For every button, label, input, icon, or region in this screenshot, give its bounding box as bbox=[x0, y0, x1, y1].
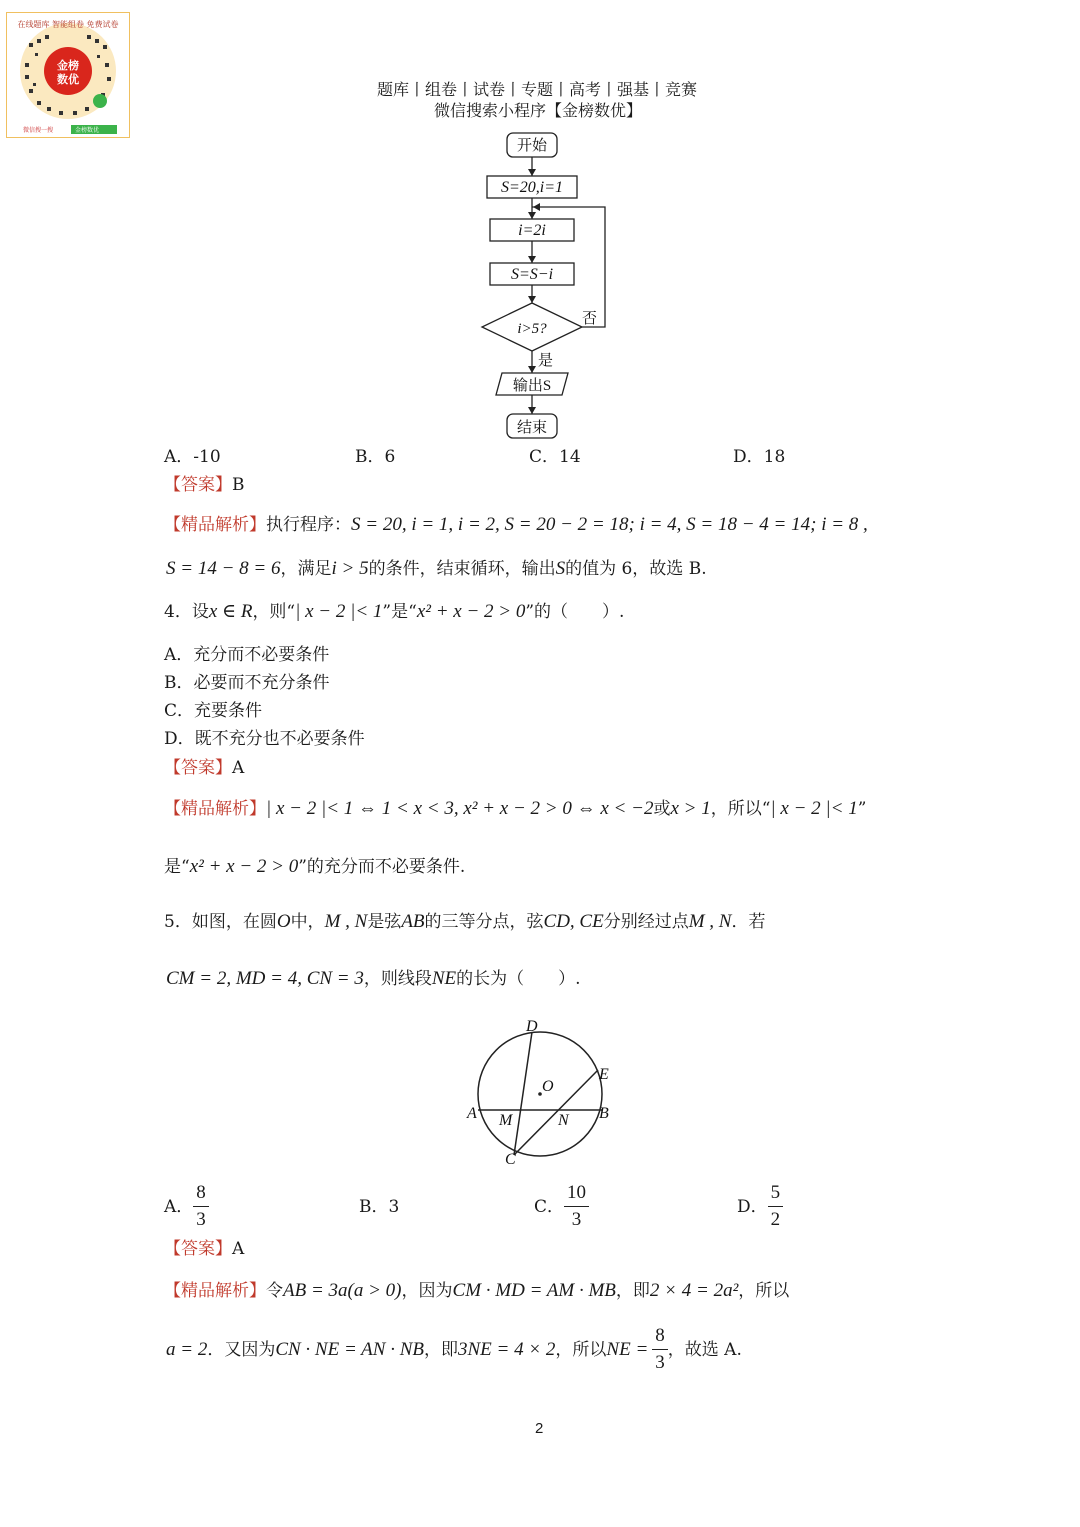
fraction bbox=[564, 1180, 589, 1233]
analysis-math: | x − 2 |< 1 ⇔ 1 < x < 3, x² + x − 2 > 0 ⇔ x < −2 bbox=[266, 798, 654, 819]
q3-option-a[interactable]: A．-10 bbox=[164, 447, 221, 467]
logo-bottom-right: 金榜数优 bbox=[75, 127, 100, 134]
answer-value: A bbox=[232, 758, 245, 778]
fraction-numerator: 8 bbox=[652, 1323, 668, 1350]
q4-option-b[interactable]: B．必要而不充分条件 bbox=[164, 673, 330, 693]
option-label: C． bbox=[534, 1196, 565, 1217]
stem-text: ，则线段 bbox=[363, 969, 432, 989]
analysis-math: x² + x − 2 > 0 bbox=[189, 856, 299, 877]
flow-step1: i=2i bbox=[518, 222, 546, 239]
q5-option-b[interactable]: B．3 bbox=[359, 1197, 400, 1217]
q4-option-c[interactable]: C．充要条件 bbox=[164, 701, 263, 721]
analysis-math: a = 2 bbox=[166, 1338, 208, 1360]
fraction-numerator: 10 bbox=[564, 1180, 589, 1207]
qr-logo bbox=[6, 12, 130, 138]
analysis-text: ”的充分而不必要条件. bbox=[298, 857, 466, 877]
q4-answer bbox=[164, 757, 244, 779]
analysis-text: 的条件，结束循环，输出 bbox=[368, 559, 556, 579]
analysis-text: ，故选 A. bbox=[667, 1339, 742, 1360]
label-d: D bbox=[526, 1018, 538, 1035]
stem-math: O bbox=[276, 911, 291, 932]
logo-bottom-left: 微信搜一搜 bbox=[23, 127, 54, 134]
fraction-numerator: 8 bbox=[193, 1180, 209, 1207]
q5-stem-line2 bbox=[166, 968, 581, 990]
label-a: A bbox=[467, 1105, 477, 1122]
label-n: N bbox=[558, 1112, 569, 1129]
analysis-math: x > 1 bbox=[670, 798, 711, 819]
answer-label: 【答案】 bbox=[164, 758, 232, 778]
page-number: 2 bbox=[535, 1420, 544, 1437]
analysis-text: ，所以 bbox=[555, 1339, 607, 1360]
flow-yes: 是 bbox=[538, 353, 554, 369]
fraction bbox=[652, 1323, 668, 1376]
answer-label: 【答案】 bbox=[164, 475, 232, 495]
q5-answer bbox=[164, 1238, 244, 1260]
fraction-denominator: 3 bbox=[571, 1209, 582, 1230]
analysis-math: 3NE = 4 × 2 bbox=[458, 1338, 556, 1360]
q3-analysis-line1 bbox=[164, 514, 868, 536]
logo-center-text-2: 数优 bbox=[57, 73, 79, 86]
analysis-math: S = 14 − 8 = 6 bbox=[166, 558, 281, 579]
label-e: E bbox=[599, 1066, 609, 1083]
fraction-numerator: 5 bbox=[768, 1180, 784, 1207]
label-c: C bbox=[505, 1151, 516, 1168]
q3-answer bbox=[164, 474, 245, 496]
stem-math: x² + x − 2 > 0 bbox=[416, 601, 526, 622]
analysis-math: NE = bbox=[606, 1338, 649, 1360]
circle-figure bbox=[460, 1012, 630, 1172]
logo-center-text-1: 金榜 bbox=[57, 59, 79, 72]
flowchart bbox=[470, 125, 620, 445]
analysis-math: 2 × 4 = 2a² bbox=[649, 1280, 739, 1301]
stem-text: 中， bbox=[290, 912, 325, 932]
stem-text: 5．如图，在圆 bbox=[164, 912, 277, 932]
analysis-text: 的值为 6，故选 B. bbox=[565, 559, 707, 579]
analysis-math: CM · MD = AM · MB bbox=[452, 1280, 616, 1301]
analysis-text: ，所以 bbox=[738, 1281, 790, 1301]
analysis-text: ．又因为 bbox=[207, 1339, 276, 1360]
stem-text: ．若 bbox=[731, 912, 766, 932]
flow-start: 开始 bbox=[516, 138, 548, 154]
analysis-text: ，所以“ bbox=[710, 799, 771, 819]
flow-output: 输出S bbox=[512, 378, 552, 394]
stem-math: M , N bbox=[688, 911, 732, 932]
analysis-text: 执行程序： bbox=[266, 515, 351, 535]
analysis-math: S bbox=[555, 558, 566, 579]
q5-option-d[interactable] bbox=[737, 1180, 783, 1233]
stem-text: 的长为（ ）. bbox=[456, 969, 581, 989]
stem-math: M , N bbox=[324, 911, 368, 932]
analysis-label: 【精品解析】 bbox=[164, 515, 266, 535]
analysis-math: i > 5 bbox=[331, 558, 369, 579]
stem-math: CD, CE bbox=[543, 911, 604, 932]
flow-step2: S=S−i bbox=[510, 266, 554, 283]
answer-value: B bbox=[232, 475, 245, 495]
answer-value: A bbox=[232, 1239, 245, 1259]
analysis-text: ，即 bbox=[615, 1281, 650, 1301]
q3-option-b[interactable]: B．6 bbox=[355, 447, 396, 467]
flow-cond: i>5? bbox=[517, 321, 547, 337]
analysis-text: 或 bbox=[653, 799, 671, 819]
qr-code-icon bbox=[7, 13, 129, 137]
stem-text: 分别经过点 bbox=[603, 912, 689, 932]
label-o: O bbox=[542, 1078, 554, 1095]
stem-text: 是弦 bbox=[367, 912, 402, 932]
stem-text: ”是“ bbox=[382, 602, 417, 622]
analysis-math: | x − 2 |< 1 bbox=[770, 798, 858, 819]
stem-math: x ∈ R bbox=[208, 601, 253, 622]
q4-analysis-line2 bbox=[164, 856, 465, 878]
q4-option-d[interactable]: D．既不充分也不必要条件 bbox=[164, 729, 365, 749]
option-label: D． bbox=[737, 1196, 768, 1217]
analysis-text: ” bbox=[857, 799, 867, 819]
flow-no: 否 bbox=[582, 311, 598, 327]
answer-label: 【答案】 bbox=[164, 1239, 232, 1259]
analysis-text: 令 bbox=[266, 1281, 283, 1301]
analysis-text: ，满足 bbox=[280, 559, 332, 579]
q4-analysis-line1 bbox=[164, 798, 866, 820]
q3-option-d[interactable]: D．18 bbox=[733, 447, 786, 467]
fraction-denominator: 2 bbox=[770, 1209, 781, 1230]
fraction bbox=[768, 1180, 784, 1233]
fraction bbox=[193, 1180, 209, 1233]
q5-stem-line1 bbox=[164, 911, 765, 933]
stem-math: AB bbox=[401, 911, 425, 932]
stem-math: | x − 2 |< 1 bbox=[295, 601, 383, 622]
stem-text: 的三等分点，弦 bbox=[424, 912, 544, 932]
analysis-math: CN · NE = AN · NB bbox=[275, 1338, 424, 1360]
header-nav: 题库丨组卷丨试卷丨专题丨高考丨强基丨竞赛 bbox=[377, 80, 698, 99]
q4-stem bbox=[164, 601, 624, 623]
q5-option-c[interactable] bbox=[534, 1180, 589, 1233]
option-label: A． bbox=[164, 1196, 194, 1217]
q3-analysis-line2 bbox=[166, 558, 707, 580]
stem-text: ，则“ bbox=[252, 602, 296, 622]
flow-init: S=20,i=1 bbox=[500, 179, 564, 196]
fraction-denominator: 3 bbox=[196, 1209, 206, 1230]
header-subtitle: 微信搜索小程序【金榜数优】 bbox=[434, 101, 643, 120]
fraction-denominator: 3 bbox=[655, 1352, 665, 1373]
q5-option-a[interactable] bbox=[164, 1180, 209, 1233]
q4-option-a[interactable]: A．充分而不必要条件 bbox=[164, 645, 330, 665]
flow-end: 结束 bbox=[516, 420, 548, 436]
analysis-label: 【精品解析】 bbox=[164, 1281, 266, 1301]
analysis-label: 【精品解析】 bbox=[164, 799, 266, 819]
analysis-math: AB = 3a(a > 0) bbox=[283, 1280, 402, 1301]
analysis-text: ，因为 bbox=[401, 1281, 453, 1301]
label-m: M bbox=[499, 1112, 513, 1129]
stem-text: 4．设 bbox=[164, 602, 209, 622]
analysis-math: S = 20, i = 1, i = 2, S = 20 − 2 = 18; i = 4, S = 18 − 4 = 14; i = 8 , bbox=[351, 514, 868, 535]
q3-option-c[interactable]: C．14 bbox=[529, 447, 581, 467]
stem-math: NE bbox=[431, 968, 457, 989]
q5-analysis-line2 bbox=[166, 1323, 742, 1376]
label-b: B bbox=[599, 1105, 609, 1122]
q5-analysis-line1 bbox=[164, 1280, 789, 1302]
stem-math: CM = 2, MD = 4, CN = 3 bbox=[166, 968, 364, 989]
analysis-text: 是“ bbox=[164, 857, 190, 877]
analysis-text: ，即 bbox=[424, 1339, 458, 1360]
logo-ring-text: 在线题库 智能组卷 免费试卷 bbox=[17, 20, 119, 29]
stem-text: ”的（ ）. bbox=[525, 602, 625, 622]
